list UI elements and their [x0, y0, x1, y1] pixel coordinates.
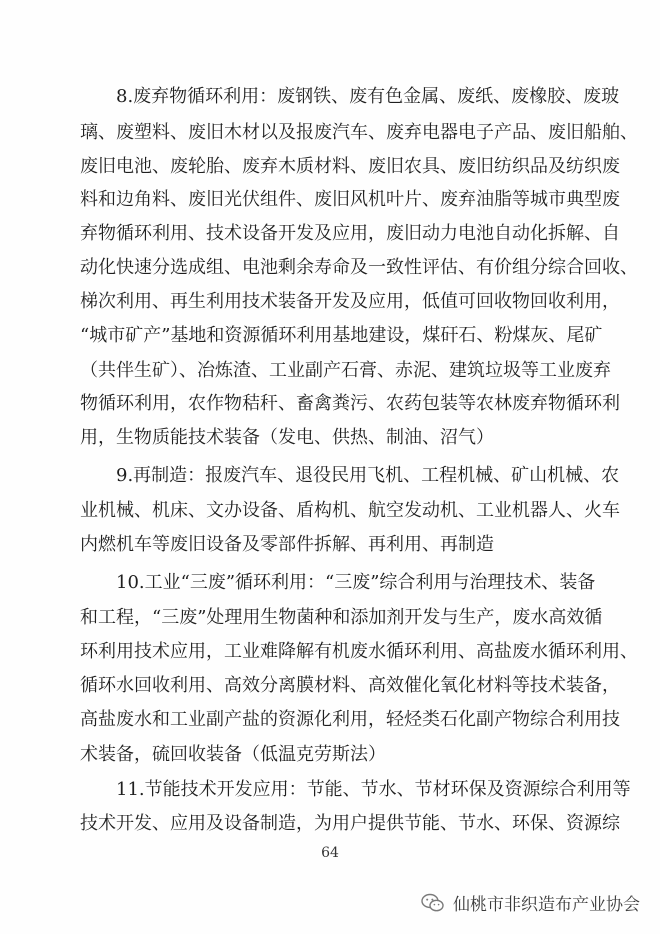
- text-line: 物循环利用，农作物秸秆、畜禽粪污、农药包装等农林废弃物循环利: [80, 393, 620, 414]
- text-line: 10.工业“三废”循环利用：“三废”综合利用与治理技术、装备: [116, 572, 596, 593]
- text-line: 用，生物质能技术装备（发电、供热、制油、沼气）: [80, 427, 494, 448]
- source-watermark: [421, 890, 640, 915]
- text-line: 废旧电池、废轮胎、废弃木质材料、废旧农具、废旧纺织品及纺织废: [80, 156, 620, 177]
- watermark-text: 仙桃市非织造布产业协会: [453, 895, 640, 915]
- text-line: 璃、废塑料、废旧木材以及报废汽车、废弃电器电子产品、废旧船舶、: [80, 122, 638, 143]
- text-line: 高盐废水和工业副产盐的资源化利用，轻烃类石化副产物综合利用技: [80, 709, 620, 730]
- text-line: （共伴生矿）、冶炼渣、工业副产石膏、赤泥、建筑垃圾等工业废弃: [80, 360, 611, 381]
- text-line: 9.再制造：报废汽车、退役民用飞机、工程机械、矿山机械、农: [116, 465, 620, 486]
- text-line: 8.废弃物循环利用：废钢铁、废有色金属、废纸、废橡胶、废玻: [116, 86, 620, 107]
- text-line: 业机械、机床、文办设备、盾构机、航空发动机、工业机器人、火车: [80, 500, 620, 521]
- text-line: 技术开发、应用及设备制造，为用户提供节能、节水、环保、资源综: [80, 813, 620, 834]
- page-number: 64: [321, 845, 339, 861]
- text-line: 动化快速分选成组、电池剩余寿命及一致性评估、有价组分综合回收、: [80, 257, 638, 278]
- text-line: 术装备，硫回收装备（低温克劳斯法）: [80, 744, 386, 765]
- text-line: 弃物循环利用、技术设备开发及应用，废旧动力电池自动化拆解、自: [80, 223, 620, 244]
- text-line: 料和边角料、废旧光伏组件、废旧风机叶片、废弃油脂等城市典型废: [80, 189, 620, 210]
- text-line: “城市矿产”基地和资源循环利用基地建设，煤矸石、粉煤灰、尾矿: [80, 325, 603, 346]
- text-line: 梯次利用、再生利用技术装备开发及应用，低值可回收物回收利用，: [80, 291, 620, 312]
- wechat-icon: [421, 893, 445, 913]
- text-line: 内燃机车等废旧设备及零部件拆解、再利用、再制造: [80, 534, 494, 555]
- text-line: 环利用技术应用，工业难降解有机废水循环利用、高盐废水循环利用、: [80, 641, 638, 662]
- text-line: 和工程，“三废”处理用生物菌种和添加剂开发与生产，废水高效循: [80, 607, 603, 628]
- text-line: 11.节能技术开发应用：节能、节水、节材环保及资源综合利用等: [116, 779, 631, 800]
- text-line: 循环水回收利用、高效分离膜材料、高效催化氧化材料等技术装备，: [80, 675, 620, 696]
